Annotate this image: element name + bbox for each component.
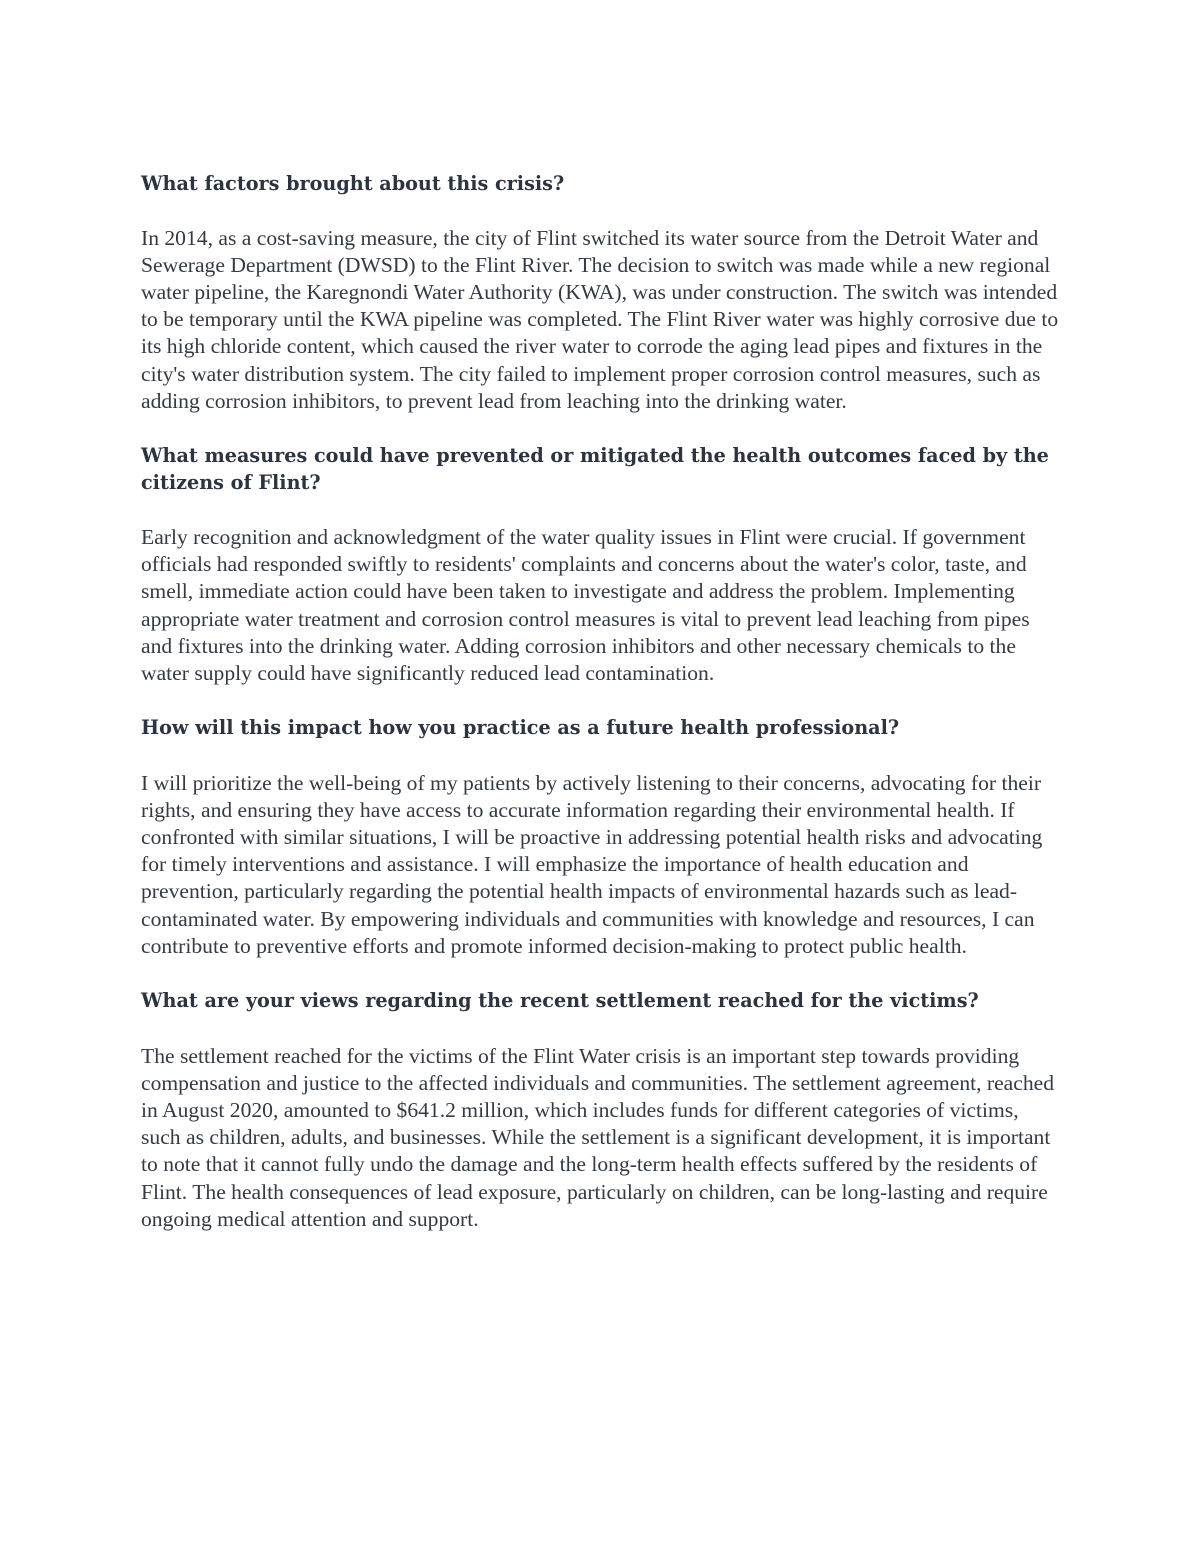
- document-body: [141, 170, 1063, 1233]
- answer-paragraph: I will prioritize the well-being of my patients by actively listening to their concerns, advocating for their rights, and ensuring they have access to accurate information regarding their environmental health. If confronted with similar situations, I will be proactive in addressing potential health risks and advocating for timely interventions and assistance. I will emphasize the importance of health education and prevention, particularly regarding the potential health impacts of environmental hazards such as lead-contaminated water. By empowering individuals and communities with knowledge and resources, I can contribute to preventive efforts and promote informed decision-making to protect public health.: [141, 770, 1043, 958]
- answer-paragraph: Early recognition and acknowledgment of the water quality issues in Flint were crucial. If government officials had responded swiftly to residents' complaints and concerns about the water's color, taste, and smell, immediate action could have been taken to investigate and address the problem. Implementing appropriate water treatment and corrosion control measures is vital to prevent lead leaching from pipes and fixtures into the drinking water. Adding corrosion inhibitors and other necessary chemicals to the water supply could have significantly reduced lead contamination.: [141, 524, 1030, 685]
- question-heading: What measures could have prevented or mitigated the health outcomes faced by the citizens of Flint?: [141, 443, 1049, 495]
- answer-paragraph: The settlement reached for the victims of the Flint Water crisis is an important step towards providing compensation and justice to the affected individuals and communities. The settlement agreement, reached in August 2020, amounted to $641.2 million, which includes funds for different categories of victims, such as children, adults, and businesses. While the settlement is a significant development, it is important to note that it cannot fully undo the damage and the long-term health effects suffered by the residents of Flint. The health consequences of lead exposure, particularly on children, can be long-lasting and require ongoing medical attention and support.: [141, 1043, 1055, 1231]
- question-heading: How will this impact how you practice as a future health professional?: [141, 716, 900, 740]
- question-heading: What factors brought about this crisis?: [141, 172, 565, 195]
- answer-paragraph: In 2014, as a cost-saving measure, the city of Flint switched its water source from the Detroit Water and Sewerage Department (DWSD) to the Flint River. The decision to switch was made while a new regional water pipeline, the Karegnondi Water Authority (KWA), was under construction. The switch was intended to be temporary until the KWA pipeline was completed. The Flint River water was highly corrosive due to its high chloride content, which caused the river water to corrode the aging lead pipes and fixtures in the city's water distribution system. The city failed to implement proper corrosion control measures, such as adding corrosion inhibitors, to prevent lead from leaching into the drinking water.: [141, 225, 1059, 413]
- question-heading: What are your views regarding the recent settlement reached for the victims?: [141, 989, 979, 1013]
